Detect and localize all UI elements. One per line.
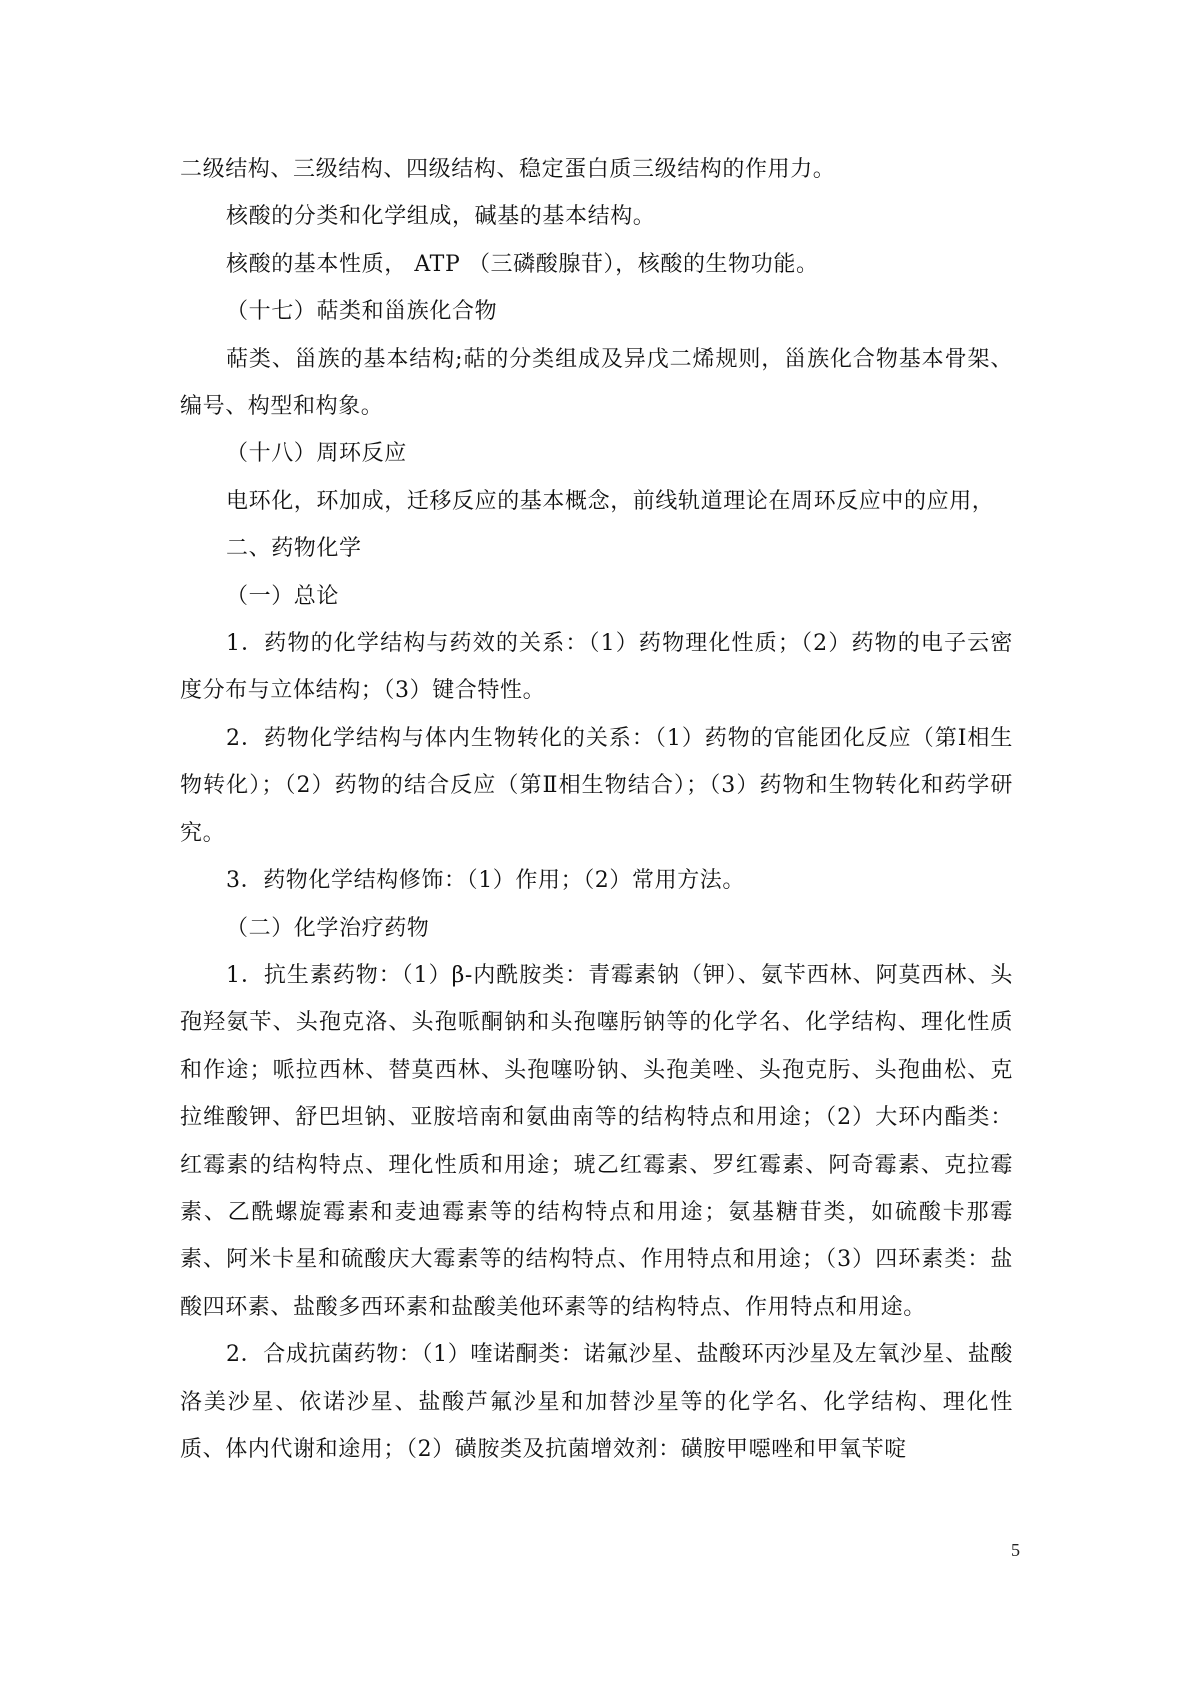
section-heading-1: （一）总论: [226, 583, 340, 609]
paragraph-12: 3．药物化学结构修饰：（1）作用；（2）常用方法。: [226, 868, 745, 894]
paragraph-2: 核酸的分类和化学组成，碱基的基本结构。: [226, 204, 656, 230]
section-heading-17: （十七）萜类和甾族化合物: [226, 299, 498, 325]
paragraph-15: 2．合成抗菌药物：（1）喹诺酮类：诺氟沙星、盐酸环丙沙星及左氧沙星、盐酸洛美沙星、依诺沙星、盐酸芦氟沙星和加替沙星等的化学名、化学结构、理化性质、体内代谢和途用；（2）磺胺类及抗菌增效剂：磺胺甲噁唑和甲氧苄啶: [180, 1342, 1013, 1462]
section-heading-18: （十八）周环反应: [226, 441, 407, 467]
chapter-heading-2: 二、药物化学: [226, 536, 362, 562]
paragraph-7: 电环化，环加成，迁移反应的基本概念，前线轨道理论在周环反应中的应用，: [226, 488, 995, 514]
paragraph-10: 1．药物的化学结构与药效的关系：（1）药物理化性质；（2）药物的电子云密度分布与立体结构；（3）键合特性。: [180, 631, 1013, 704]
paragraph-3: 核酸的基本性质， ATP （三磷酸腺苷），核酸的生物功能。: [226, 251, 819, 277]
paragraph-14: 1．抗生素药物：（1）β-内酰胺类：青霉素钠（钾）、氨苄西林、阿莫西林、头孢羟氨苄、头孢克洛、头孢哌酮钠和头孢噻肟钠等的化学名、化学结构、理化性质和作途；哌拉西林、替莫西林、头孢噻吩钠、头孢美唑、头孢克肟、头孢曲松、克拉维酸钾、舒巴坦钠、亚胺培南和氨曲南等的结构特点和用途；（2）大环内酯类：红霉素的结构特点、理化性质和用途；琥乙红霉素、罗红霉素、阿奇霉素、克拉霉素、乙酰螺旋霉素和麦迪霉素等的结构特点和用途；氨基糖苷类，如硫酸卡那霉素、阿米卡星和硫酸庆大霉素等的结构特点、作用特点和用途；（3）四环素类：盐酸四环素、盐酸多西环素和盐酸美他环素等的结构特点、作用特点和用途。: [180, 962, 1013, 1320]
paragraph-11: 2．药物化学结构与体内生物转化的关系：（1）药物的官能团化反应（第Ⅰ相生物转化）；（2）药物的结合反应（第Ⅱ相生物结合）；（3）药物和生物转化和药学研究。: [180, 725, 1013, 846]
paragraph-1: 二级结构、三级结构、四级结构、稳定蛋白质三级结构的作用力。: [180, 157, 836, 182]
section-heading-2: （二）化学治疗药物: [226, 915, 430, 941]
page-body: [180, 146, 1013, 1473]
page-number: 5: [1011, 1540, 1020, 1560]
paragraph-5: 萜类、甾族的基本结构;萜的分类组成及异戊二烯规则，甾族化合物基本骨架、编号、构型和构象。: [180, 346, 1013, 420]
